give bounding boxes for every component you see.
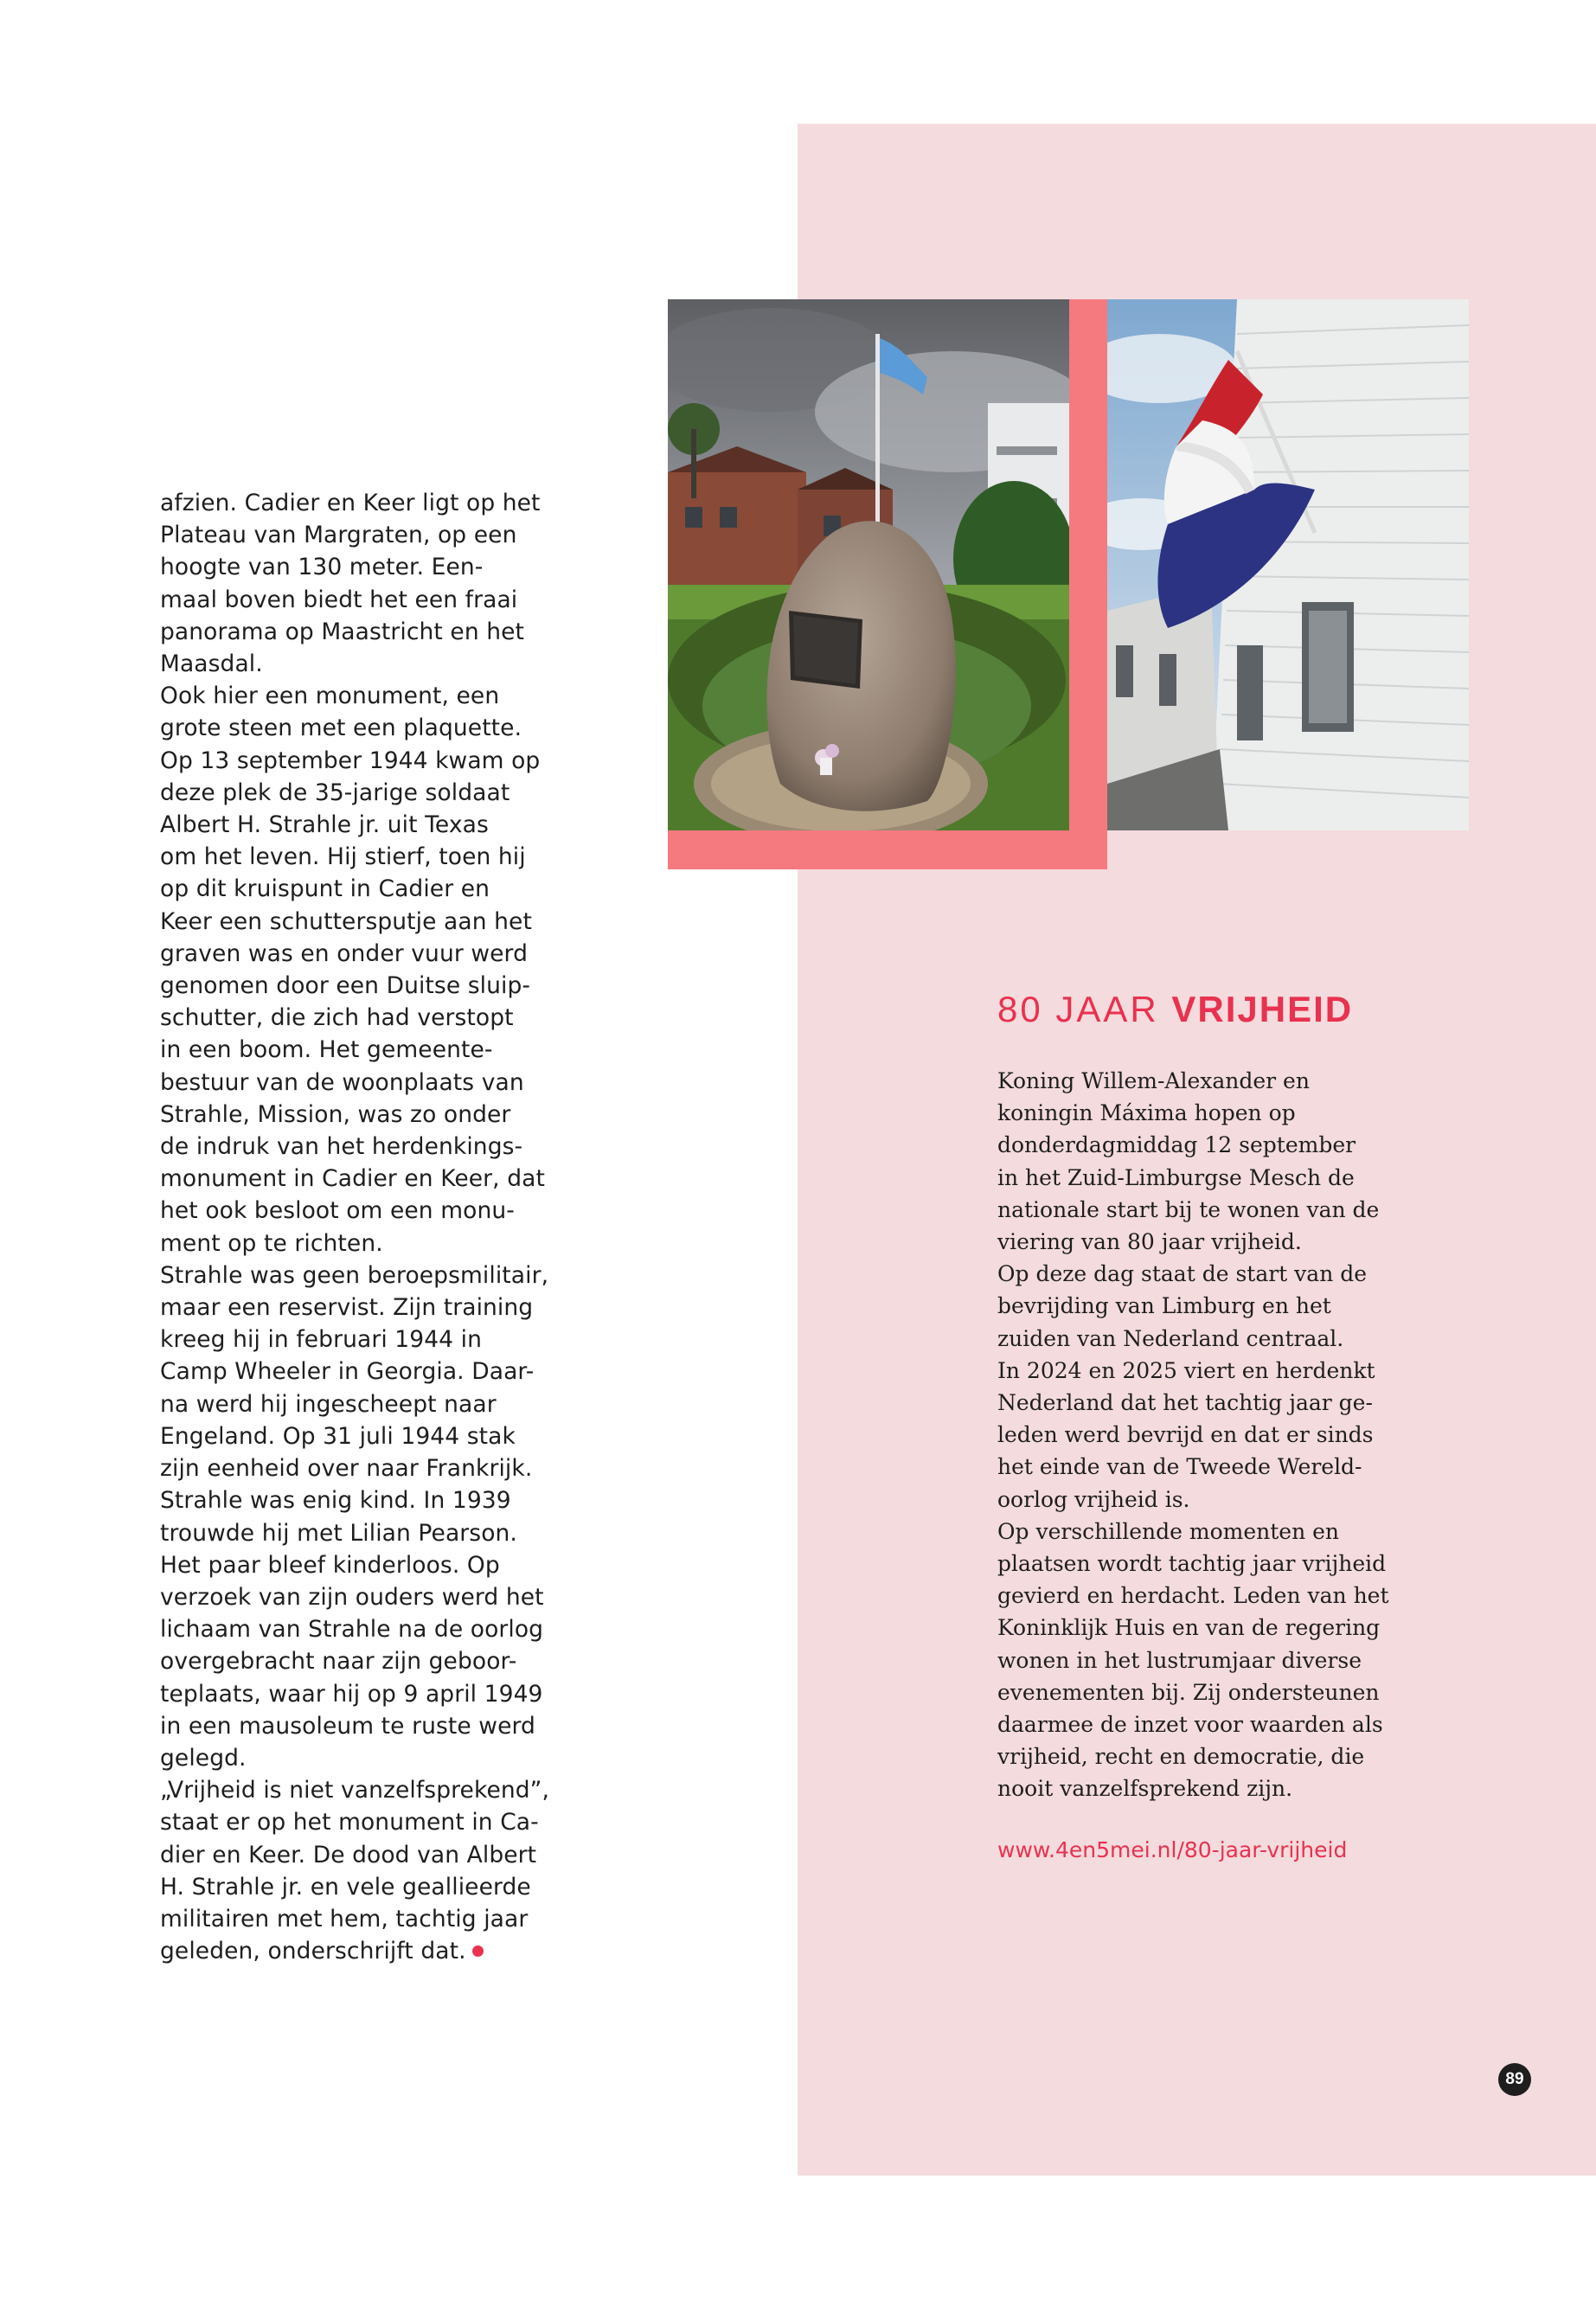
article-line: zijn eenheid over naar Frankrijk. (160, 1455, 533, 1483)
sidebar-line: Op verschillende momenten en (997, 1518, 1340, 1544)
article-line: Keer een schuttersputje aan het (160, 907, 532, 935)
article-line: staat er op het monument in Ca- (160, 1809, 539, 1836)
sidebar-line: wonen in het lustrumjaar diverse (997, 1647, 1362, 1673)
article-line: graven was en onder vuur werd (160, 939, 528, 967)
sidebar-line: nationale start bij te wonen van de (997, 1196, 1380, 1222)
article-line: „Vrijheid is niet vanzelfsprekend”, (160, 1777, 550, 1804)
article-line: bestuur van de woonplaats van (160, 1068, 524, 1096)
sidebar-line: leden werd bevrijd en dat er sinds (997, 1422, 1374, 1448)
article-line: op dit kruispunt in Cadier en (160, 875, 490, 903)
sidebar-heading (997, 989, 1353, 1030)
sidebar-line: Koning Willem-Alexander en (997, 1068, 1310, 1093)
sidebar-line: nooit vanzelfsprekend zijn. (997, 1776, 1293, 1802)
sidebar-line: Op deze dag staat de start van de (997, 1261, 1368, 1287)
sidebar-line: Koninklijk Huis en van de regering (997, 1615, 1381, 1641)
article-line: monument in Cadier en Keer, dat (160, 1165, 545, 1193)
article-line: Het paar bleef kinderloos. Op (160, 1551, 500, 1579)
article-line: deze plek de 35-jarige soldaat (160, 779, 510, 806)
sidebar-line: evenementen bij. Zij ondersteunen (997, 1679, 1380, 1705)
article-line: het ook besloot om een monu- (160, 1197, 515, 1225)
article-line: trouwde hij met Lilian Pearson. (160, 1519, 517, 1547)
article-line: de indruk van het herdenkings- (160, 1133, 523, 1161)
sidebar-line: donderdagmiddag 12 september (997, 1132, 1356, 1158)
article-line: overgebracht naar zijn geboor- (160, 1648, 517, 1676)
sidebar-line: koningin Máxima hopen op (997, 1100, 1296, 1126)
sidebar-line: Nederland dat het tachtig jaar ge- (997, 1390, 1373, 1416)
sidebar-line: vrijheid, recht en democratie, die (997, 1744, 1365, 1770)
article-line: Camp Wheeler in Georgia. Daar- (160, 1358, 535, 1386)
article-line: kreeg hij in februari 1944 in (160, 1326, 483, 1354)
sidebar-line: oorlog vrijheid is. (997, 1486, 1190, 1512)
article-line: maar een reservist. Zijn training (160, 1294, 534, 1322)
article-line: Albert H. Strahle jr. uit Texas (160, 811, 489, 839)
article-line: afzien. Cadier en Keer ligt op het (160, 490, 541, 516)
article-line: Plateau van Margraten, op een (160, 522, 517, 549)
street-flag-photo (1107, 299, 1469, 830)
article-line: genomen door een Duitse sluip- (160, 972, 531, 1000)
article-line: hoogte van 130 meter. Een- (160, 554, 484, 581)
sidebar-line: daarmee de inzet voor waarden als (997, 1712, 1383, 1738)
sidebar-body (997, 1065, 1447, 1805)
article-line-last (160, 1935, 575, 1967)
article-body (160, 487, 575, 1967)
article-line: maal boven biedt het een fraai (160, 586, 518, 613)
article-line: in een boom. Het gemeente- (160, 1036, 493, 1064)
article-line: Maasdal. (160, 651, 263, 678)
sidebar-line: in het Zuid-Limburgse Mesch de (997, 1164, 1355, 1190)
article-line: in een mausoleum te ruste werd (160, 1712, 535, 1740)
article-line: teplaats, waar hij op 9 april 1949 (160, 1680, 543, 1708)
article-line: lichaam van Strahle na de oorlog (160, 1616, 544, 1644)
article-line: ment op te richten. (160, 1229, 383, 1257)
article-line: na werd hij ingescheept naar (160, 1390, 497, 1418)
page-number-badge: 89 (1498, 2063, 1531, 2096)
article-line-text: geleden, onderschrijft dat. (160, 1938, 466, 1965)
article-line: dier en Keer. De dood van Albert (160, 1841, 537, 1868)
end-mark-dot (472, 1945, 484, 1957)
sidebar-line: In 2024 en 2025 viert en herdenkt (997, 1357, 1375, 1383)
article-line: grote steen met een plaquette. (160, 715, 522, 742)
sidebar-line: bevrijding van Limburg en het (997, 1293, 1331, 1319)
sidebar-line: viering van 80 jaar vrijheid. (997, 1229, 1302, 1255)
sidebar-line: zuiden van Nederland centraal. (997, 1325, 1344, 1351)
sidebar-heading-bold: VRIJHEID (1171, 989, 1354, 1029)
sidebar-line: het einde van de Tweede Wereld- (997, 1454, 1362, 1480)
sidebar-line: plaatsen wordt tachtig jaar vrijheid (997, 1551, 1387, 1577)
sidebar-heading-light: 80 JAAR (997, 989, 1172, 1029)
article-line: Engeland. Op 31 juli 1944 stak (160, 1422, 516, 1450)
article-line: panorama op Maastricht en het (160, 618, 525, 645)
article-line: Strahle was geen beroepsmilitair, (160, 1261, 549, 1289)
article-line: gelegd. (160, 1744, 247, 1772)
article-line: Op 13 september 1944 kwam op (160, 747, 541, 774)
sidebar-link[interactable]: www.4en5mei.nl/80-jaar-vrijheid (997, 1837, 1348, 1862)
article-line: Ook hier een monument, een (160, 683, 500, 710)
photo-accent-strip (1069, 299, 1107, 818)
article-line: Strahle, Mission, was zo onder (160, 1100, 511, 1128)
article-line: militairen met hem, tachtig jaar (160, 1905, 529, 1932)
monument-photo (668, 299, 1069, 830)
article-line: Strahle was enig kind. In 1939 (160, 1487, 511, 1515)
article-line: H. Strahle jr. en vele geallieerde (160, 1873, 531, 1900)
article-line: schutter, die zich had verstopt (160, 1004, 514, 1032)
sidebar-line: gevierd en herdacht. Leden van het (997, 1583, 1389, 1609)
article-line: verzoek van zijn ouders werd het (160, 1583, 544, 1611)
article-line: om het leven. Hij stierf, toen hij (160, 843, 526, 871)
